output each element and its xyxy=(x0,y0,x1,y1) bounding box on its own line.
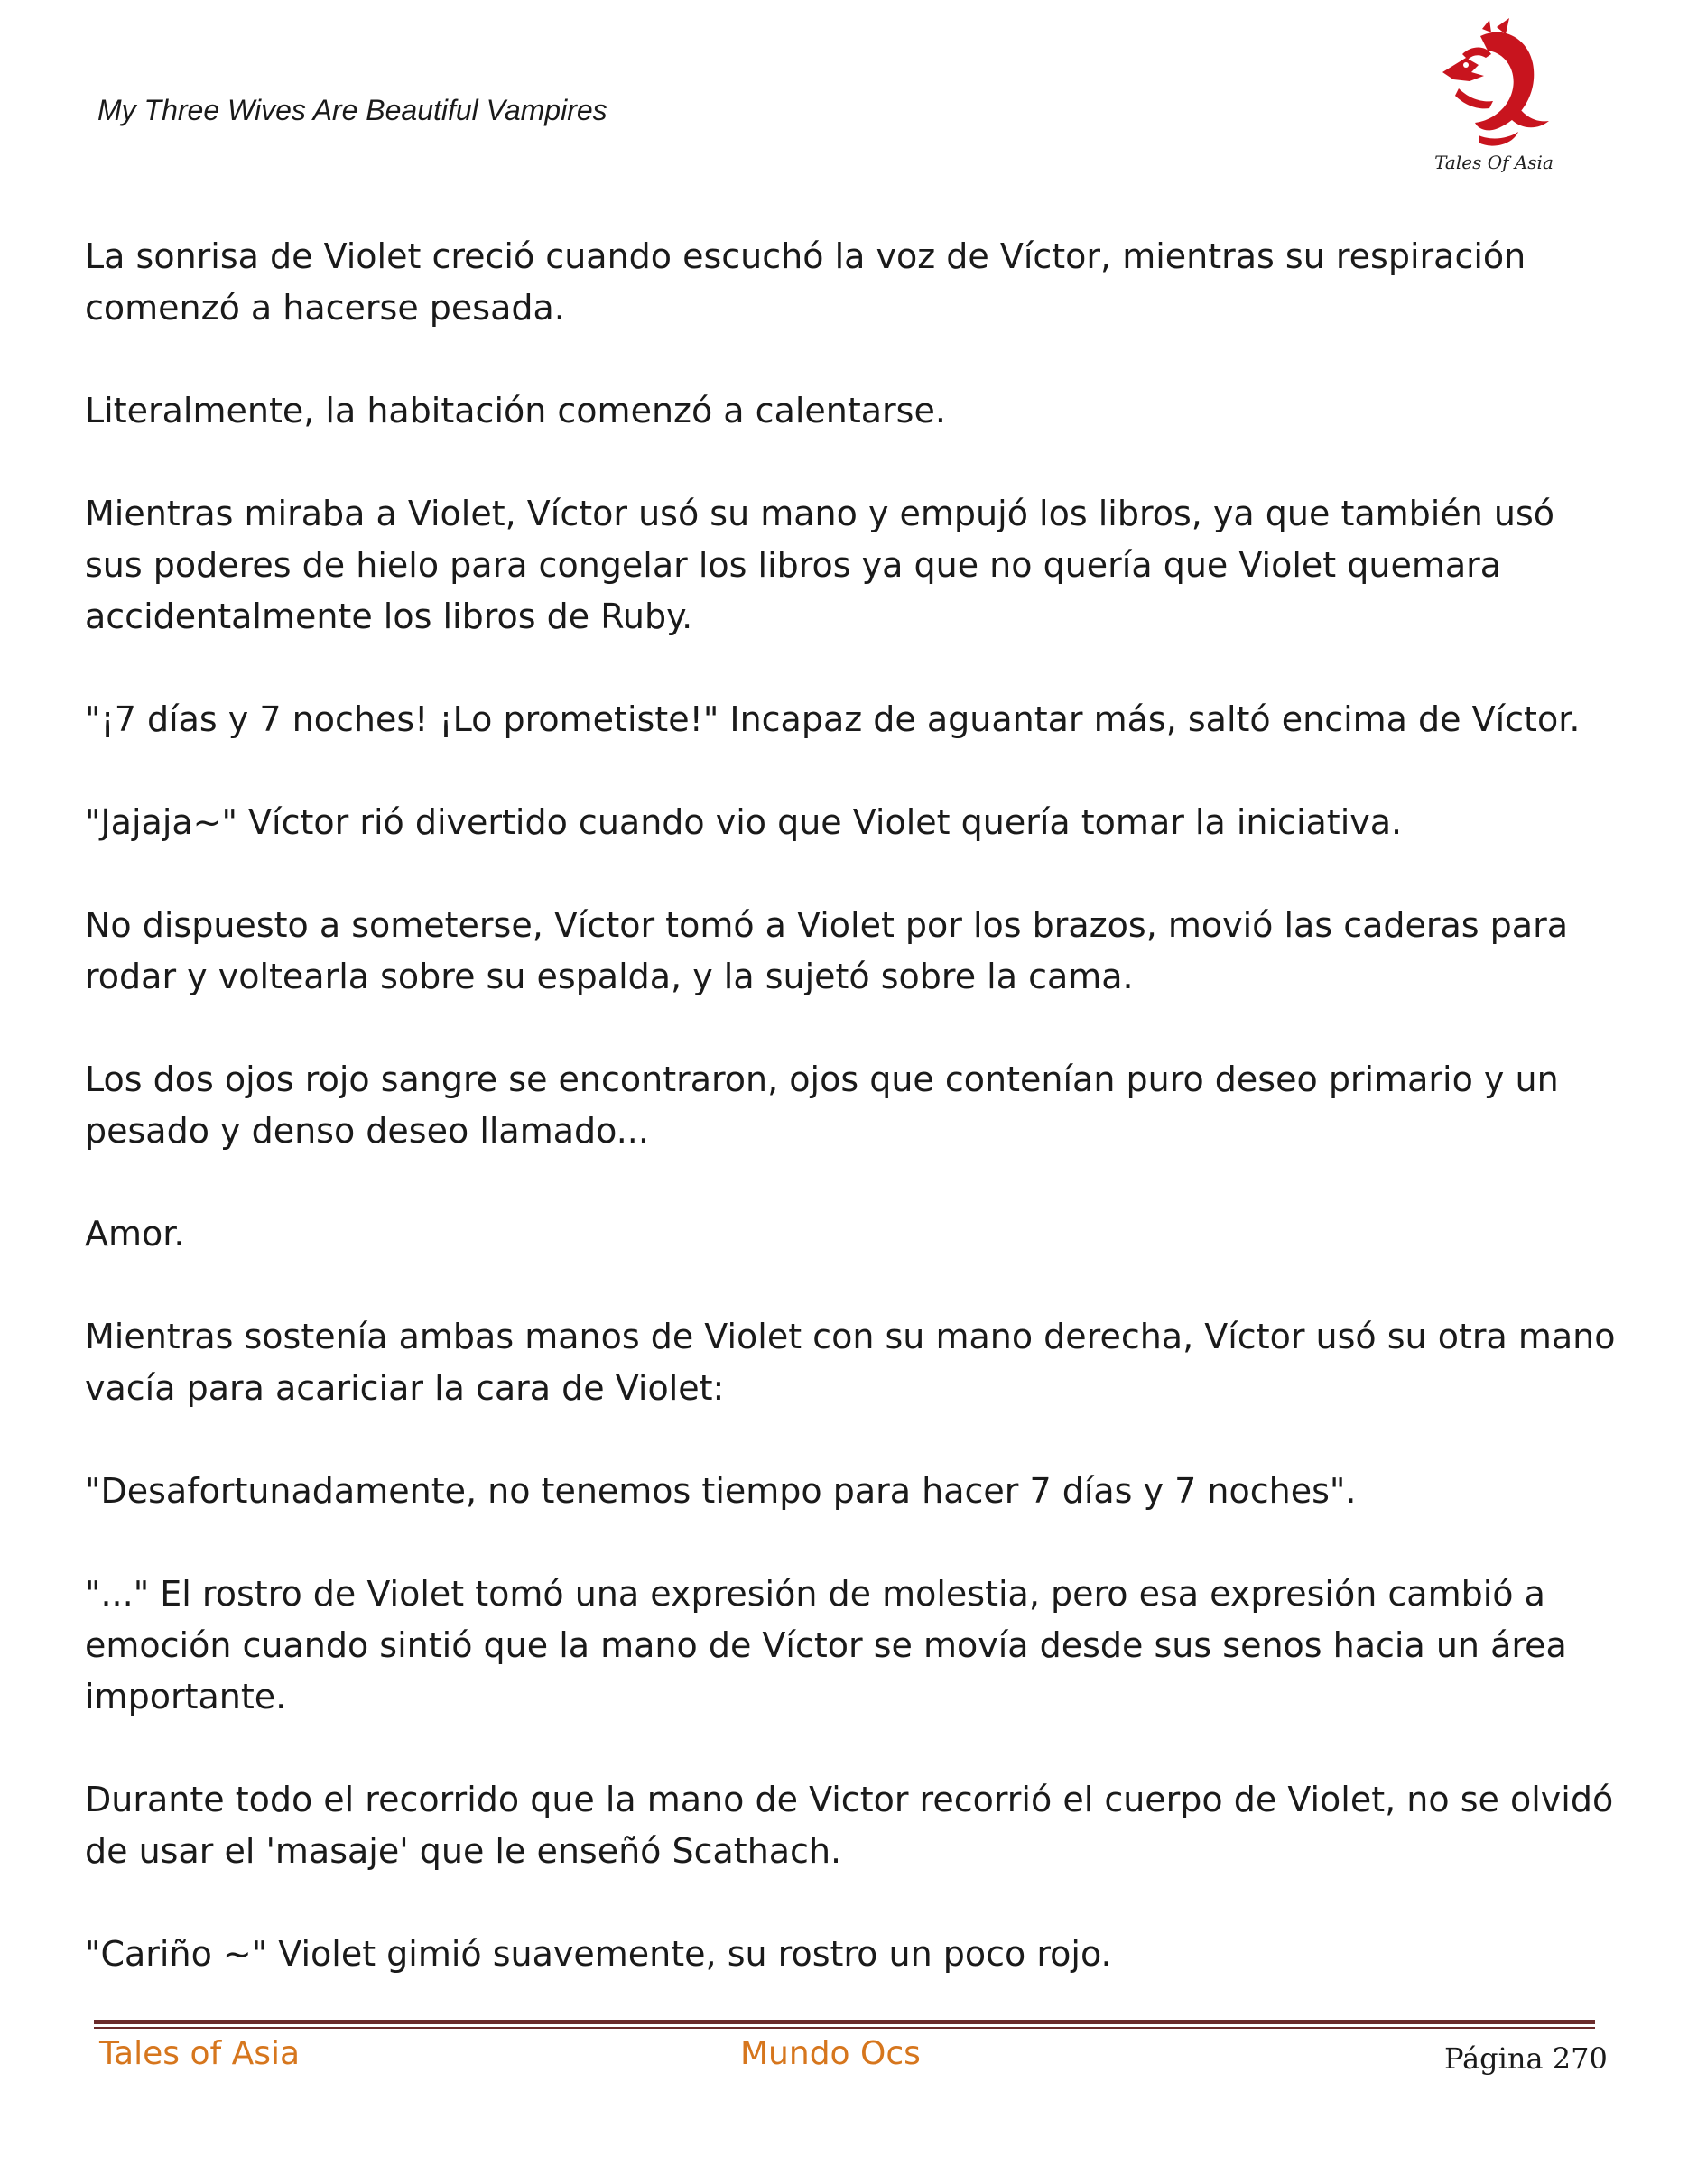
dragon-icon xyxy=(1426,18,1562,153)
page-header-title: My Three Wives Are Beautiful Vampires xyxy=(97,94,607,126)
paragraph: "Desafortunadamente, no tenemos tiempo para hacer 7 días y 7 noches". xyxy=(85,1471,1357,1511)
paragraph: Mientras miraba a Violet, Víctor usó su mano y empujó los libros, ya que también usó sus poderes de hielo para congelar los libros ya que no quería que Violet quemara accidentalmente los libros de Ruby. xyxy=(85,494,1555,636)
tales-of-asia-logo xyxy=(1426,18,1562,180)
footer-section-name: Mundo Ocs xyxy=(740,2035,921,2072)
paragraph: "Cariño ~" Violet gimió suavemente, su rostro un poco rojo. xyxy=(85,1934,1112,1974)
paragraph: Los dos ojos rojo sangre se encontraron, ojos que contenían puro deseo primario y un pesado y denso deseo llamado... xyxy=(85,1060,1559,1151)
footer-site-name: Tales of Asia xyxy=(99,2035,301,2072)
paragraph: Literalmente, la habitación comenzó a calentarse. xyxy=(85,391,946,430)
paragraph: "Jajaja~" Víctor rió divertido cuando vio que Violet quería tomar la iniciativa. xyxy=(85,802,1403,842)
paragraph: "¡7 días y 7 noches! ¡Lo prometiste!" Incapaz de aguantar más, saltó encima de Víctor. xyxy=(85,699,1581,739)
paragraph: La sonrisa de Violet creció cuando escuchó la voz de Víctor, mientras su respiración comenzó a hacerse pesada. xyxy=(85,236,1526,328)
paragraph: Amor. xyxy=(85,1214,185,1254)
paragraph: Mientras sostenía ambas manos de Violet con su mano derecha, Víctor usó su otra mano vacía para acariciar la cara de Violet: xyxy=(85,1317,1616,1408)
paragraph: "..." El rostro de Violet tomó una expresión de molestia, pero esa expresión cambió a emoción cuando sintió que la mano de Víctor se movía desde sus senos hacia un área importante. xyxy=(85,1574,1567,1717)
chapter-body xyxy=(85,231,1619,2031)
page-number: Página 270 xyxy=(1444,2041,1608,2076)
logo-caption: Tales Of Asia xyxy=(1434,152,1554,173)
paragraph: No dispuesto a someterse, Víctor tomó a Violet por los brazos, movió las caderas para rodar y voltearla sobre su espalda, y la sujetó sobre la cama. xyxy=(85,905,1568,996)
paragraph: Durante todo el recorrido que la mano de Victor recorrió el cuerpo de Violet, no se olvidó de usar el 'masaje' que le enseñó Scathach. xyxy=(85,1780,1614,1871)
footer-divider xyxy=(94,2020,1595,2029)
